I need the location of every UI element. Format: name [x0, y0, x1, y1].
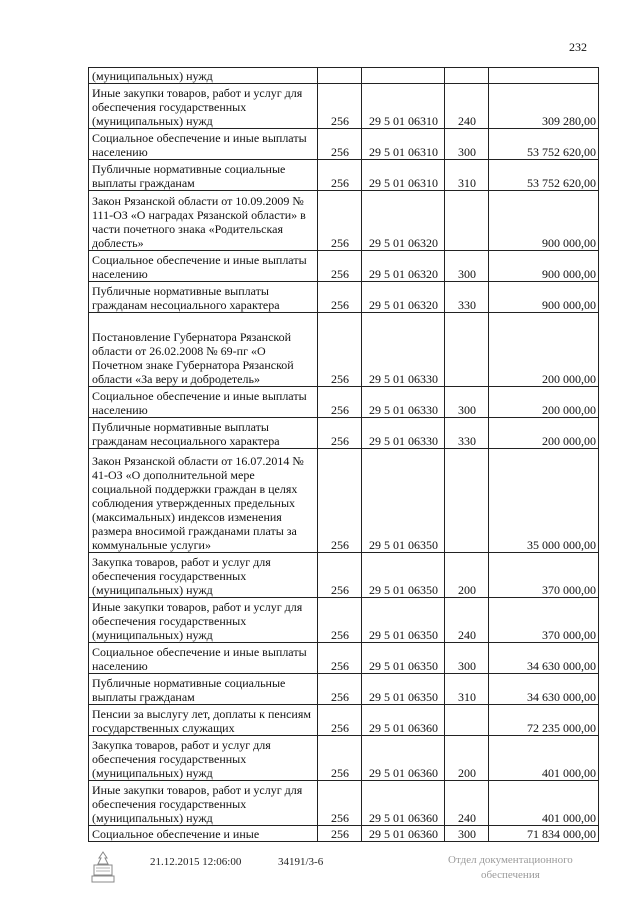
- row-code-cell: 256: [318, 826, 362, 842]
- table-row: [89, 418, 599, 449]
- row-kvr-cell: [445, 449, 489, 553]
- row-name-cell: Закупка товаров, работ и услуг для обеспечения государственных (муниципальных) нужд: [89, 736, 318, 781]
- row-kvr-cell: 200: [445, 553, 489, 598]
- row-kcsr-cell: [362, 68, 445, 84]
- row-name-cell: Пенсии за выслугу лет, доплаты к пенсиям государственных служащих: [89, 705, 318, 736]
- row-sum-cell: 370 000,00: [489, 598, 599, 643]
- table-row: [89, 643, 599, 674]
- row-sum-cell: [489, 68, 599, 84]
- row-name-cell: Постановление Губернатора Рязанской области от 26.02.2008 № 69-пг «О Почетном знаке Губернатора Рязанской области «За веру и добродетель»: [89, 313, 318, 387]
- row-sum-cell: 72 235 000,00: [489, 705, 599, 736]
- table-row: [89, 251, 599, 282]
- row-kcsr-cell: 29 5 01 06320: [362, 282, 445, 313]
- footer-date: 21.12.2015 12:06:00: [150, 856, 242, 868]
- row-code-cell: 256: [318, 705, 362, 736]
- row-code-cell: 256: [318, 282, 362, 313]
- row-sum-cell: 53 752 620,00: [489, 129, 599, 160]
- row-name-cell: Социальное обеспечение и иные выплаты населению: [89, 643, 318, 674]
- row-sum-cell: 71 834 000,00: [489, 826, 599, 842]
- row-code-cell: 256: [318, 736, 362, 781]
- row-kvr-cell: 300: [445, 129, 489, 160]
- row-sum-cell: 34 630 000,00: [489, 643, 599, 674]
- row-kcsr-cell: 29 5 01 06350: [362, 674, 445, 705]
- row-sum-cell: 309 280,00: [489, 84, 599, 129]
- row-kvr-cell: [445, 313, 489, 387]
- row-name-cell: Закупка товаров, работ и услуг для обеспечения государственных (муниципальных) нужд: [89, 553, 318, 598]
- table-row: [89, 736, 599, 781]
- row-kvr-cell: [445, 191, 489, 251]
- table-row: [89, 313, 599, 387]
- row-kcsr-cell: 29 5 01 06330: [362, 313, 445, 387]
- row-sum-cell: 34 630 000,00: [489, 674, 599, 705]
- row-name-cell: Иные закупки товаров, работ и услуг для обеспечения государственных (муниципальных) нужд: [89, 598, 318, 643]
- row-sum-cell: 900 000,00: [489, 251, 599, 282]
- row-name-cell: Социальное обеспечение и иные выплаты населению: [89, 387, 318, 418]
- row-sum-cell: 53 752 620,00: [489, 160, 599, 191]
- row-kcsr-cell: 29 5 01 06360: [362, 781, 445, 826]
- row-kcsr-cell: 29 5 01 06350: [362, 598, 445, 643]
- row-kvr-cell: 200: [445, 736, 489, 781]
- department-stamp: [448, 853, 573, 883]
- row-code-cell: 256: [318, 160, 362, 191]
- row-sum-cell: 200 000,00: [489, 313, 599, 387]
- row-code-cell: 256: [318, 674, 362, 705]
- row-kvr-cell: 240: [445, 84, 489, 129]
- row-name-cell: Публичные нормативные социальные выплаты гражданам: [89, 674, 318, 705]
- stamp-line-2: обеспечения: [481, 869, 540, 881]
- table-row: [89, 553, 599, 598]
- table-row: [89, 68, 599, 84]
- table-row: [89, 598, 599, 643]
- row-kcsr-cell: 29 5 01 06330: [362, 387, 445, 418]
- row-kvr-cell: 300: [445, 387, 489, 418]
- row-kcsr-cell: 29 5 01 06360: [362, 705, 445, 736]
- table-row: [89, 129, 599, 160]
- row-code-cell: 256: [318, 553, 362, 598]
- table-row: [89, 282, 599, 313]
- row-kvr-cell: 300: [445, 643, 489, 674]
- row-sum-cell: 401 000,00: [489, 781, 599, 826]
- row-kcsr-cell: 29 5 01 06350: [362, 553, 445, 598]
- row-code-cell: 256: [318, 84, 362, 129]
- row-code-cell: 256: [318, 387, 362, 418]
- row-name-cell: Иные закупки товаров, работ и услуг для обеспечения государственных (муниципальных) нужд: [89, 84, 318, 129]
- row-sum-cell: 370 000,00: [489, 553, 599, 598]
- row-code-cell: 256: [318, 598, 362, 643]
- row-sum-cell: 900 000,00: [489, 191, 599, 251]
- emblem-seal-icon: [90, 850, 116, 884]
- row-kvr-cell: 240: [445, 781, 489, 826]
- row-name-cell: Публичные нормативные социальные выплаты гражданам: [89, 160, 318, 191]
- row-sum-cell: 900 000,00: [489, 282, 599, 313]
- row-name-cell: Закон Рязанской области от 10.09.2009 № 111-ОЗ «О наградах Рязанской области» в части почетного знака «Родительская доблесть»: [89, 191, 318, 251]
- row-kcsr-cell: 29 5 01 06310: [362, 84, 445, 129]
- row-name-cell: Социальное обеспечение и иные выплаты населению: [89, 251, 318, 282]
- page-number: 232: [569, 40, 587, 54]
- table-row: [89, 781, 599, 826]
- row-sum-cell: 35 000 000,00: [489, 449, 599, 553]
- row-kvr-cell: [445, 68, 489, 84]
- table-row: [89, 84, 599, 129]
- table-row: [89, 674, 599, 705]
- row-name-cell: Социальное обеспечение и иные выплаты населению: [89, 129, 318, 160]
- table-row: [89, 191, 599, 251]
- row-code-cell: 256: [318, 781, 362, 826]
- row-code-cell: 256: [318, 313, 362, 387]
- stamp-line-1: Отдел документационного: [448, 854, 573, 866]
- row-name-cell: Закон Рязанской области от 16.07.2014 № 41-ОЗ «О дополнительной мере социальной поддержки граждан в целях соблюдения утвержденных предельных (максимальных) индексов изменения размера вносимой гражданами платы за коммунальные услуги»: [89, 449, 318, 553]
- row-code-cell: 256: [318, 129, 362, 160]
- row-sum-cell: 200 000,00: [489, 418, 599, 449]
- table-row: [89, 449, 599, 553]
- table-row: [89, 705, 599, 736]
- row-name-cell: (муниципальных) нужд: [89, 68, 318, 84]
- row-code-cell: 256: [318, 449, 362, 553]
- row-code-cell: 256: [318, 191, 362, 251]
- row-name-cell: Публичные нормативные выплаты гражданам несоциального характера: [89, 282, 318, 313]
- table-row: [89, 160, 599, 191]
- row-kcsr-cell: 29 5 01 06310: [362, 160, 445, 191]
- row-kcsr-cell: 29 5 01 06360: [362, 826, 445, 842]
- row-kvr-cell: 300: [445, 826, 489, 842]
- row-kvr-cell: 300: [445, 251, 489, 282]
- row-sum-cell: 401 000,00: [489, 736, 599, 781]
- row-name-cell: Иные закупки товаров, работ и услуг для обеспечения государственных (муниципальных) нужд: [89, 781, 318, 826]
- row-name-cell: Публичные нормативные выплаты гражданам несоциального характера: [89, 418, 318, 449]
- table-row: [89, 387, 599, 418]
- row-kvr-cell: 330: [445, 282, 489, 313]
- row-name-cell: Социальное обеспечение и иные: [89, 826, 318, 842]
- row-kvr-cell: 330: [445, 418, 489, 449]
- row-code-cell: 256: [318, 418, 362, 449]
- row-kcsr-cell: 29 5 01 06330: [362, 418, 445, 449]
- footer-document-number: 34191/3-6: [278, 856, 324, 868]
- row-kcsr-cell: 29 5 01 06350: [362, 643, 445, 674]
- table-row: [89, 826, 599, 842]
- row-kcsr-cell: 29 5 01 06320: [362, 251, 445, 282]
- row-kvr-cell: 310: [445, 674, 489, 705]
- row-kcsr-cell: 29 5 01 06360: [362, 736, 445, 781]
- row-kvr-cell: [445, 705, 489, 736]
- row-code-cell: 256: [318, 643, 362, 674]
- row-kcsr-cell: 29 5 01 06350: [362, 449, 445, 553]
- row-code-cell: [318, 68, 362, 84]
- row-kvr-cell: 240: [445, 598, 489, 643]
- row-kvr-cell: 310: [445, 160, 489, 191]
- row-sum-cell: 200 000,00: [489, 387, 599, 418]
- row-kcsr-cell: 29 5 01 06320: [362, 191, 445, 251]
- row-code-cell: 256: [318, 251, 362, 282]
- row-kcsr-cell: 29 5 01 06310: [362, 129, 445, 160]
- budget-table: [88, 67, 599, 842]
